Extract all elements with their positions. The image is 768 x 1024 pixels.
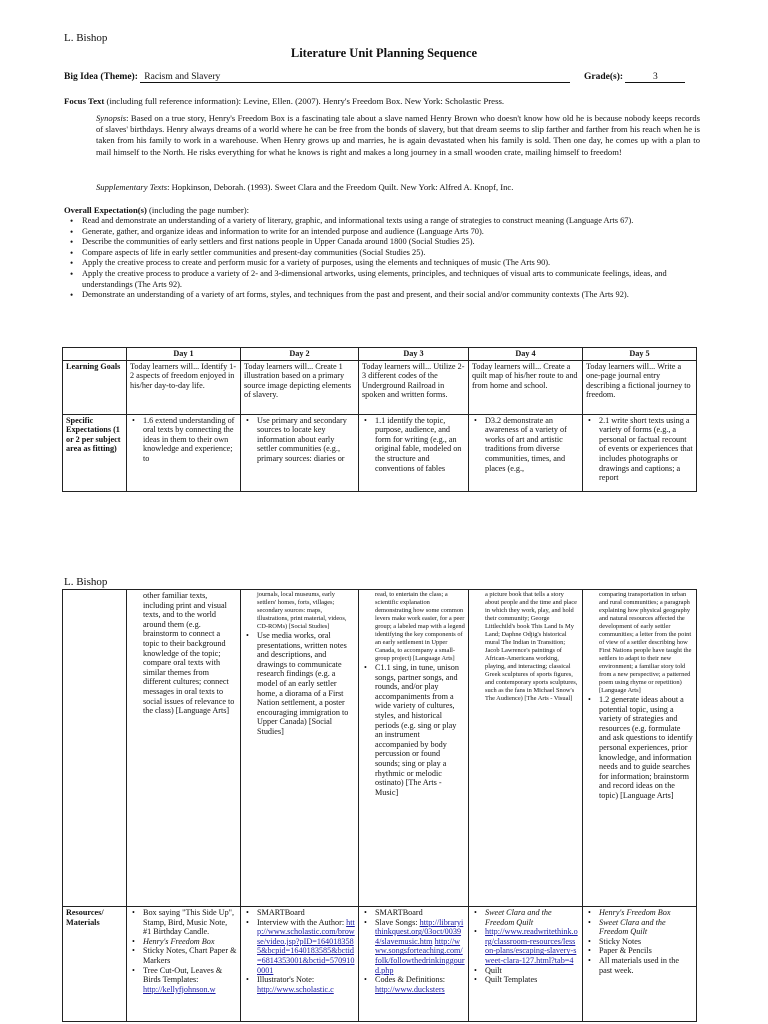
resource-item: • Paper & Pencils <box>586 946 693 956</box>
resources-cell <box>469 907 583 1022</box>
learning-goal-cell: Today learners will... Create a quilt map of his/her route to and from home and school. <box>469 360 583 414</box>
specific-cell <box>469 414 583 491</box>
resource-text: Interview with the Author: <box>257 917 345 927</box>
resource-book-title: Henry's Freedom Box <box>599 908 671 917</box>
expectation-item: • Compare aspects of life in early settler communities and present-day communities (Social Studies 25). <box>68 248 696 259</box>
specific-cell <box>583 590 697 907</box>
resource-text: Slave Songs: <box>375 917 418 927</box>
focus-text-reference: (including full reference information): Levine, Ellen. (2007). Henry's Freedom Box. New York: Scholastic Press. <box>106 96 505 106</box>
specific-item: • 2.1 write short texts using a variety of forms (e.g., a personal or factual recount of events or experiences that includes photographs or drawings and captions; a report <box>586 416 693 483</box>
specific-continued: read, to entertain the class; a scientific explanation demonstrating how some common levers make work easier, for a peer group; a labeled map with a legend identifying the key components of an early settlement in Upper Canada, to accompany a small-group project) [Language Arts] <box>375 591 465 662</box>
resource-text: Codes & Definitions: <box>375 975 446 985</box>
expectation-item: • Generate, gather, and organize ideas and information to write for an intended purpose and audience (Language Arts 70). <box>68 227 696 238</box>
day-header: Day 2 <box>241 348 359 361</box>
resource-item <box>244 918 355 976</box>
resource-item: • All materials used in the past week. <box>586 956 693 975</box>
learning-goals-row <box>63 360 697 414</box>
resource-item: • Sticky Notes <box>586 937 693 947</box>
specific-item: • 1.1 identify the topic, purpose, audience, and form for writing (e.g., an original fable, modeled on the structure and conventions of fables <box>362 416 465 474</box>
resources-cell <box>127 907 241 1022</box>
supplementary-texts <box>96 182 700 193</box>
resources-cell <box>359 907 469 1022</box>
table-header-row <box>63 348 697 361</box>
big-idea-label: Big Idea (Theme): <box>64 72 138 82</box>
specific-cell <box>583 414 697 491</box>
resource-book-title: Sweet Clara and the Freedom Quilt <box>485 908 552 927</box>
resource-item <box>472 927 579 965</box>
day-header: Day 5 <box>583 348 697 361</box>
resources-label-text: Resources/ Materials <box>66 908 104 927</box>
resource-item <box>130 966 237 995</box>
specific-continued: a picture book that tells a story about people and the time and place in which they work, play, and hold their community; George Littlechild's book This Land Is My Land; Daphne Odjig's historical mural The Indian in Transition; Jacob Lawrence's paintings of African-Americans working, playing, and interacting; classical Greek sculptures of sports figures, and contemporary sports sculptures, such as the fans in Michael Snow's The Audience) [The Arts - Visual] <box>485 591 578 702</box>
expectation-item: • Read and demonstrate an understanding of a variety of literary, graphic, and informational texts using a range of strategies to construct meaning (Language Arts 67). <box>68 216 696 227</box>
specific-cell <box>359 414 469 491</box>
resource-link[interactable]: http://www.readwritethink.org/classroom-resources/lesson-plans/escaping-slavery-sweet-clara-127.html?tab=4 <box>485 927 578 965</box>
resource-link[interactable]: http://www.scholastic.com/browse/video.jsp?pID=1640183585&bcpid=1640183585&bctid=6814353001&bctid=5709100001 <box>257 917 355 975</box>
resource-item: • SMARTBoard <box>244 908 355 918</box>
specific-item: • Use media works, oral presentations, written notes and descriptions, and drawings to communicate research findings (e.g. a model of an early settler home, a diorama of a First Nation settlement, a poster encouraging immigration to Upper Canada) [Social Studies] <box>244 631 355 737</box>
learning-goal-cell: Today learners will... Write a one-page journal entry describing a fictional journey to freedom. <box>583 360 697 414</box>
focus-text-line <box>64 96 704 107</box>
grade-label: Grade(s): <box>584 72 624 82</box>
author-name: L. Bishop <box>64 32 108 44</box>
synopsis <box>96 113 700 158</box>
grade-field <box>625 72 685 83</box>
supplementary-text: : Hopkinson, Deborah. (1993). Sweet Clara and the Freedom Quilt. New York: Alfred A. Knopf, Inc. <box>167 182 514 192</box>
day-header: Day 4 <box>469 348 583 361</box>
expectation-item: • Apply the creative process to create and perform music for a variety of purposes, using the elements and techniques of music (The Arts 90). <box>68 258 696 269</box>
resource-link[interactable]: http://www.ducksters <box>375 984 445 994</box>
planning-table <box>62 347 697 492</box>
resource-item <box>472 908 579 927</box>
resource-item: • Quilt Templates <box>472 975 579 985</box>
specific-expectations-label <box>63 414 127 491</box>
specific-cell <box>127 590 241 907</box>
corner-cell <box>63 348 127 361</box>
resources-label <box>63 907 127 1022</box>
synopsis-text: : Based on a true story, Henry's Freedom Box is a fascinating tale about a slave named Henry Brown who doesn't know how old he is because nobody keeps records of slaves' birthdays. Henry always dreams of a world where he can be free from the bonds of slavery, but that dream seems to slip farther and farther from his reach when he is taken from his family to work in a warehouse. When Henry grows up and marries, he is again devastated when his family is sold. Then one day, he comes up with a plan to mail himself to the North. He risks everything for what he knows is right and makes a long journey in a small wooden crate, mailing himself to freedom! <box>96 113 700 157</box>
author-name: L. Bishop <box>64 576 108 588</box>
resource-text: Illustrator's Note: <box>257 975 315 985</box>
resource-item: • Box saying "This Side Up", Stamp, Bird, Music Note, #1 Birthday Candle. <box>130 908 237 937</box>
specific-expectations-row-cont <box>63 590 697 907</box>
expectation-item: • Apply the creative process to produce a variety of 2- and 3-dimensional artworks, using elements, principles, and techniques of visual arts to communicate feelings, ideas, and understandings (The Arts 92). <box>68 269 696 290</box>
day-header: Day 1 <box>127 348 241 361</box>
specific-cell <box>359 590 469 907</box>
document-title: Literature Unit Planning Sequence <box>290 46 478 60</box>
specific-continued: comparing transportation in urban and rural communities; a paragraph explaining how physical geography and natural resources affected the development of early settler communities; a letter from the point of view of a settler describing how First Nations people have taught the settlers to adapt to their new environment; a familiar story told from a new perspective; a patterned poem using rhyme or repetition) [Language Arts] <box>599 591 692 694</box>
big-idea-row <box>64 72 570 83</box>
resource-item <box>362 975 465 994</box>
page-2 <box>0 562 768 1024</box>
specific-continued: journals, local museums, early settlers' homes, forts, villages; secondary sources: maps, illustrations, print material, videos, CD-ROMs) [Social Studies] <box>257 591 347 630</box>
specific-item: • C1.1 sing, in tune, unison songs, partner songs, and rounds, and/or play accompaniments from a wide variety of cultures, styles, and historical periods (e.g. sing or play an instrument accompanied by body percussion or found sounds; sing or play a rhythmic or melodic ostinato) [The Arts - Music] <box>362 663 465 797</box>
planning-table-continued <box>62 589 697 1022</box>
synopsis-label: Synopsis <box>96 113 127 123</box>
overall-expectations-list <box>68 216 696 301</box>
resource-item <box>130 937 237 947</box>
expectation-item: • Demonstrate an understanding of a variety of art forms, styles, and techniques from the past and present, and their social and/or community contexts (The Arts 92). <box>68 290 696 301</box>
specific-item: • Use primary and secondary sources to locate key information about early settler communities (e.g., primary sources: diaries or <box>244 416 355 464</box>
supplementary-label: Supplementary Texts <box>96 182 168 192</box>
specific-expectations-text: Specific Expectations (1 or 2 per subject area as fitting) <box>66 415 121 454</box>
resource-item <box>586 918 693 937</box>
learning-goal-cell: Today learners will... Create 1 illustration based on a primary source image depicting elements of slavery. <box>241 360 359 414</box>
resource-link[interactable]: http://kellyfjohnson.w <box>143 984 216 994</box>
expectation-item: • Describe the communities of early settlers and first nations people in Upper Canada around 1800 (Social Studies 25). <box>68 237 696 248</box>
specific-item: • D3.2 demonstrate an awareness of a variety of works of art and artistic traditions from diverse communities, times, and places (e.g., <box>472 416 579 474</box>
grade-row <box>584 72 685 83</box>
focus-text-label: Focus Text <box>64 96 105 106</box>
blank-row-label <box>63 590 127 907</box>
resource-book-title: Henry's Freedom Box <box>143 936 215 946</box>
resource-link[interactable]: http://www.scholastic.c <box>257 984 334 994</box>
resource-item <box>244 975 355 994</box>
specific-continued: other familiar texts, including print and visual texts, and to the world around them (e.g. brainstorm to connect a topic to their background knowledge of the topic; compare oral texts with similar themes from different cultures; connect messages in oral texts to social issues of relevance to the class) [Language Arts] <box>143 591 235 716</box>
resource-item: • SMARTBoard <box>362 908 465 918</box>
resource-item: • Quilt <box>472 966 579 976</box>
grade-value: 3 <box>653 72 658 82</box>
resource-link[interactable]: http://libraryithinkquest.org/03oct/00394/slavemusic.htm <box>375 917 464 946</box>
specific-item: • 1.6 extend understanding of oral texts by connecting the ideas in them to their own knowledge and experience; to <box>130 416 237 464</box>
day-header: Day 3 <box>359 348 469 361</box>
specific-cell <box>241 414 359 491</box>
big-idea-field <box>140 72 570 83</box>
resource-item: • Sticky Notes, Chart Paper & Markers <box>130 946 237 965</box>
big-idea-value: Racism and Slavery <box>144 72 221 82</box>
resources-cell <box>241 907 359 1022</box>
specific-cell <box>127 414 241 491</box>
specific-cell <box>469 590 583 907</box>
resources-cell <box>583 907 697 1022</box>
resource-text: Tree Cut-Out, Leaves & Birds Templates: <box>143 965 223 985</box>
resources-row <box>63 907 697 1022</box>
resource-link[interactable]: http://www.songsforteaching.com/folk/followthedrinkinggourd.php <box>375 936 465 975</box>
specific-expectations-row <box>63 414 697 491</box>
learning-goal-cell: Today learners will... Identify 1-2 aspects of freedom enjoyed in his/her day-to-day life. <box>127 360 241 414</box>
specific-cell <box>241 590 359 907</box>
learning-goal-cell: Today learners will... Utilize 2-3 different codes of the Underground Railroad in spoken and written forms. <box>359 360 469 414</box>
specific-item: • 1.2 generate ideas about a potential topic, using a variety of strategies and resources (e.g. formulate and ask questions to identify personal experiences, prior knowledge, and information needs and to guide searches for information; brainstorm and record ideas on the topic) [Language Arts] <box>586 695 693 801</box>
learning-goals-label: Learning Goals <box>63 360 127 414</box>
resource-item <box>362 918 465 976</box>
overall-rest: (including the page number): <box>148 205 249 215</box>
overall-expectations-heading <box>64 205 704 216</box>
overall-label: Overall Expectation(s) <box>64 205 147 215</box>
resource-item <box>586 908 693 918</box>
resource-book-title: Sweet Clara and the Freedom Quilt <box>599 917 666 937</box>
